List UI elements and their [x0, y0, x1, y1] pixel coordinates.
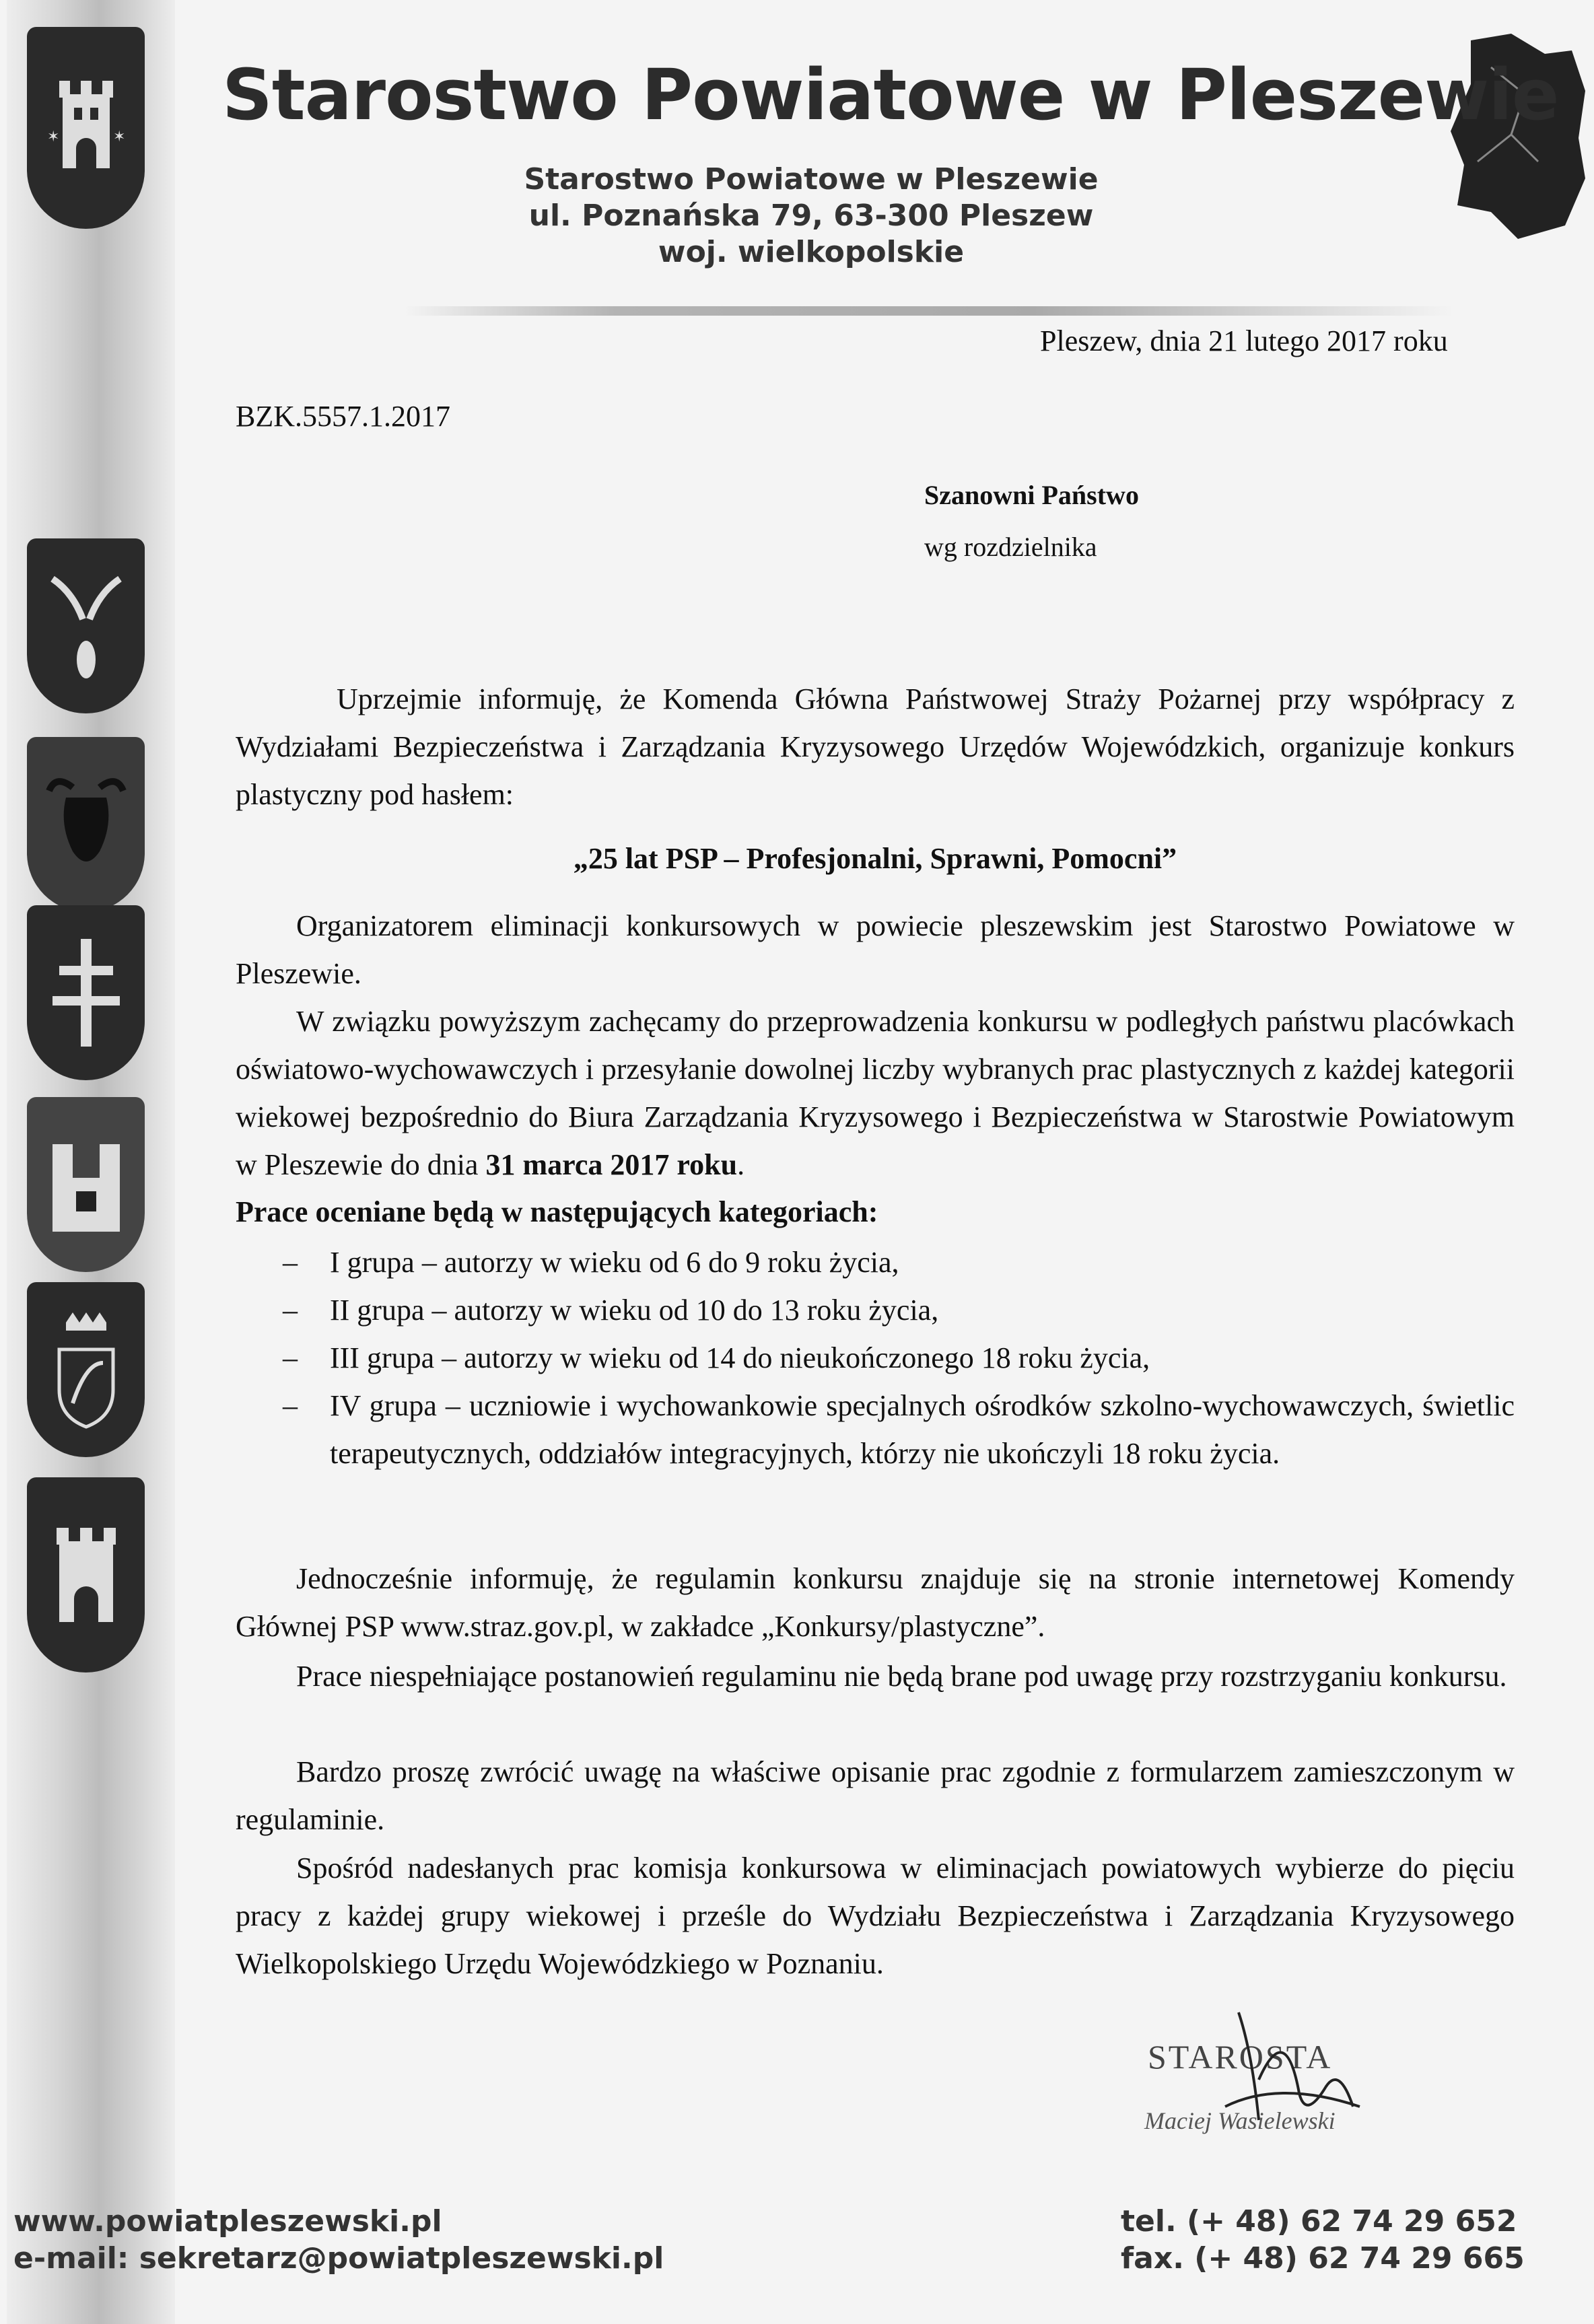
double-cross-icon — [39, 925, 133, 1060]
signature-title: STAROSTA — [1148, 2038, 1333, 2076]
list-dash: – — [283, 1389, 298, 1422]
letter-date: Pleszew, dnia 21 lutego 2017 roku — [1040, 324, 1448, 357]
deadline-date: 31 marca 2017 roku — [485, 1148, 738, 1181]
list-dash: – — [283, 1246, 298, 1279]
category-text: IV grupa – uczniowie i wychowankowie specjalnych ośrodków szkolno-wychowawczych, świetlic terapeutycznych, oddziałów integracyjnych, którzy nie ukończyli 18 roku życia. — [330, 1389, 1515, 1470]
header-divider — [404, 306, 1454, 316]
rules-info-paragraph: Jednocześnie informuję, że regulamin konkursu znajduje się na stronie internetowej Komendy Głównej PSP www.straz.gov.pl, w zakładce „Konkursy/plastyczne”. — [236, 1562, 1515, 1643]
fish-icon — [39, 559, 133, 693]
footer-fax: fax. (+ 48) 62 74 29 665 — [1121, 2241, 1525, 2276]
address-line-2: ul. Poznańska 79, 63-300 Pleszew — [528, 199, 1094, 233]
handwritten-signature — [1198, 1999, 1373, 2134]
coat-of-arms-gate — [27, 1477, 145, 1672]
list-item — [283, 1334, 1515, 1382]
contest-slogan: „25 lat PSP – Profesjonalni, Sprawni, Pomocni” — [573, 842, 1177, 875]
selection-paragraph: Spośród nadesłanych prac komisja konkursowa w eliminacjach powiatowych wybierze do pięciu pracy z każdej grupy wiekowej i prześle do Wydziału Bezpieczeństwa i Zarządzania Kryzysowego Wielkopolskiego Urzędu Wojewódzkiego w Poznaniu. — [236, 1852, 1515, 1980]
list-dash: – — [283, 1341, 298, 1374]
categories-list — [283, 1238, 1515, 1477]
coat-of-arms-cross — [27, 905, 145, 1080]
crown-icon — [39, 1302, 133, 1437]
footer-phone: tel. (+ 48) 62 74 29 652 — [1121, 2204, 1517, 2239]
organizer-paragraph: Organizatorem eliminacji konkursowych w powiecie pleszewskim jest Starostwo Powiatowe w Pleszewie. — [236, 909, 1515, 990]
letterhead-title: Starostwo Powiatowe w Pleszewie — [222, 54, 1559, 136]
coat-of-arms-crown — [27, 1282, 145, 1457]
castle-icon — [39, 1117, 133, 1252]
categories-heading: Prace oceniane będą w następujących kategoriach: — [236, 1195, 878, 1228]
list-item — [283, 1286, 1515, 1334]
footer-email: e-mail: sekretarz@powiatpleszewski.pl — [13, 2241, 664, 2276]
list-dash: – — [283, 1294, 298, 1327]
rules-note-paragraph: Prace niespełniające postanowień regulaminu nie będą brane pod uwagę przy rozstrzyganiu konkursu. — [296, 1660, 1507, 1693]
recipient-distribution: wg rozdzielnika — [924, 532, 1097, 562]
coat-of-arms-towers — [27, 1097, 145, 1272]
county-coat-of-arms — [27, 27, 145, 229]
coat-of-arms-bull — [27, 737, 145, 912]
address-line-3: woj. wielkopolskie — [658, 235, 965, 269]
list-item — [283, 1382, 1515, 1477]
reference-number: BZK.5557.1.2017 — [236, 400, 450, 433]
address-line-1: Starostwo Powiatowe w Pleszewie — [524, 162, 1099, 197]
category-text: II grupa – autorzy w wieku od 10 do 13 roku życia, — [330, 1294, 939, 1327]
recipient-salutation: Szanowni Państwo — [924, 480, 1139, 510]
list-item — [283, 1238, 1515, 1286]
deadline-period: . — [737, 1148, 745, 1181]
category-text: III grupa – autorzy w wieku od 14 do nieukończonego 18 roku życia, — [330, 1341, 1150, 1374]
intro-paragraph: Uprzejmie informuję, że Komenda Główna Państwowej Straży Pożarnej przy współpracy z Wydziałami Bezpieczeństwa i Zarządzania Kryzysowego Urzędów Wojewódzkich, organizuje konkurs plastyczny pod hasłem: — [236, 682, 1515, 811]
svg-text:✶: ✶ — [46, 129, 59, 145]
signatory-name: Maciej Wasielewski — [1144, 2107, 1336, 2134]
tower-icon — [39, 61, 133, 195]
letterhead-address — [498, 162, 1124, 271]
bull-head-icon — [39, 757, 133, 892]
encourage-text: W związku powyższym zachęcamy do przeprowadzenia konkursu w podległych państwu placówkach oświatowo-wychowawczych i przesyłanie dowolnej liczby wybranych prac plastycznych z każdej kategorii wiekowej bezpośrednio do Biura Zarządzania Kryzysowego i Bezpieczeństwa w Starostwie Powiatowym w Pleszewie do dnia — [236, 1005, 1515, 1181]
svg-text:✶: ✶ — [112, 129, 125, 145]
footer-website: www.powiatpleszewski.pl — [13, 2204, 442, 2239]
tower-icon — [39, 1508, 133, 1642]
encourage-paragraph — [236, 997, 1515, 1189]
labeling-note-paragraph: Bardzo proszę zwrócić uwagę na właściwe opisanie prac zgodnie z formularzem zamieszczonym w regulaminie. — [236, 1755, 1515, 1836]
coat-of-arms-fish — [27, 538, 145, 713]
category-text: I grupa – autorzy w wieku od 6 do 9 roku życia, — [330, 1246, 899, 1279]
